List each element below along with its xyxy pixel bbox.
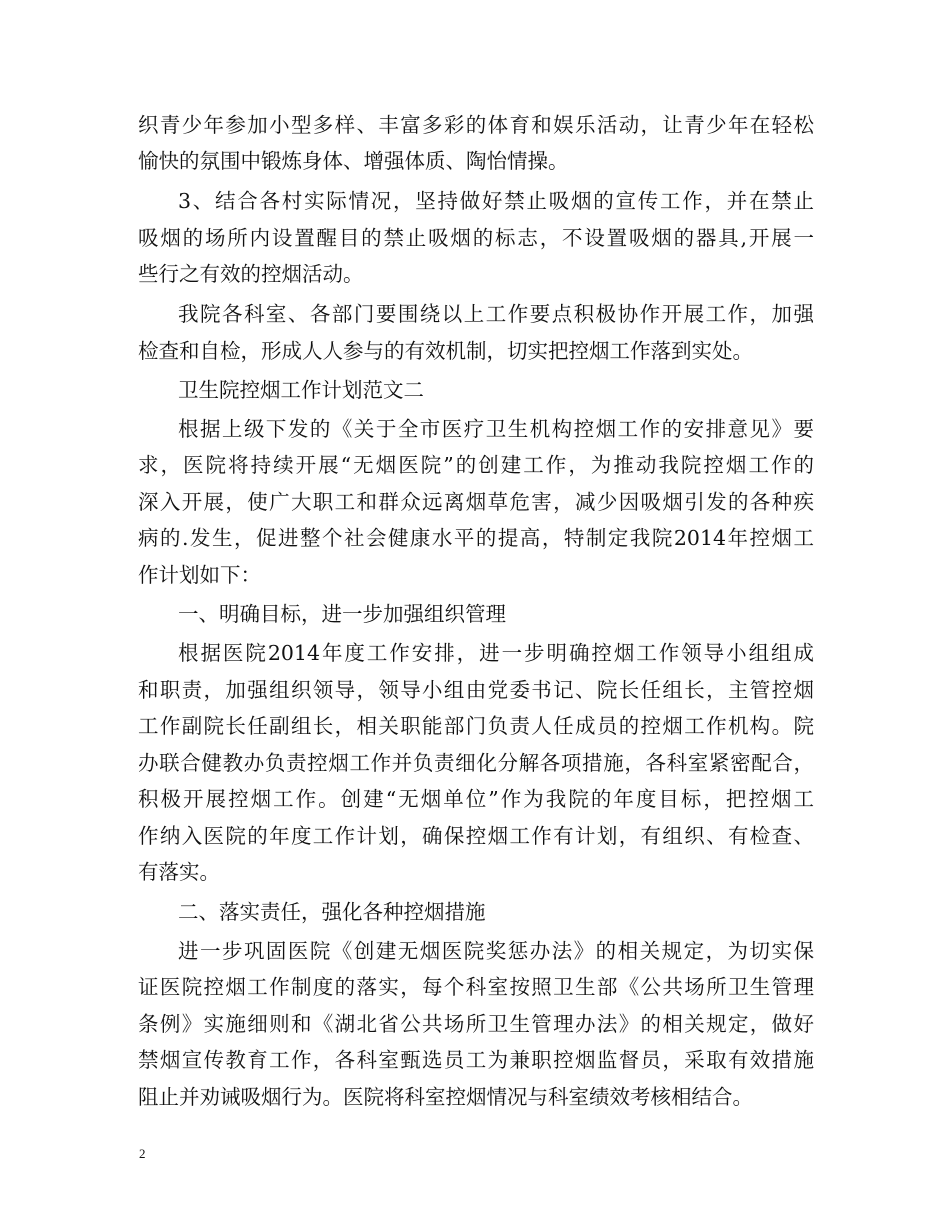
text-line: 我院各科室、各部门要围绕以上工作要点积极协作开展工作，加强 (178, 302, 814, 326)
text-line: 条例》实施细则和《湖北省公共场所卫生管理办法》的相关规定，做好 (138, 1012, 814, 1036)
text-line: 求，医院将持续开展“无烟医院”的创建工作，为推动我院控烟工作的 (138, 453, 814, 477)
page-number: 2 (139, 1146, 146, 1161)
text-line: 根据上级下发的《关于全市医疗卫生机构控烟工作的安排意见》要 (178, 417, 814, 441)
text-line: 工作副院长任副组长，相关职能部门负责人任成员的控烟工作机构。院 (138, 714, 814, 738)
text-line: 禁烟宣传教育工作，各科室甄选员工为兼职控烟监督员，采取有效措施 (138, 1048, 814, 1072)
text-line: 作计划如下： (138, 563, 261, 587)
section-heading: 二、落实责任，强化各种控烟措施 (178, 900, 486, 924)
text-line: 根据医院2014年度工作安排，进一步明确控烟工作领导小组组成 (178, 641, 814, 665)
text-line: 进一步巩固医院《创建无烟医院奖惩办法》的相关规定，为切实保 (178, 939, 814, 963)
text-line: 积极开展控烟工作。创建“无烟单位”作为我院的年度目标，把控烟工 (138, 787, 814, 811)
text-line: 办联合健教办负责控烟工作并负责细化分解各项措施，各科室紧密配合， (138, 751, 814, 775)
text-line: 阻止并劝诫吸烟行为。医院将科室控烟情况与科室绩效考核相结合。 (138, 1085, 753, 1109)
text-line: 些行之有效的控烟活动。 (138, 262, 364, 286)
text-line: 病的.发生，促进整个社会健康水平的提高，特制定我院2014年控烟工 (138, 526, 814, 550)
section-heading: 卫生院控烟工作计划范文二 (178, 378, 424, 402)
text-line: 和职责，加强组织领导，领导小组由党委书记、院长任组长，主管控烟 (138, 678, 814, 702)
text-line: 3、结合各村实际情况，坚持做好禁止吸烟的宣传工作，并在禁止 (178, 189, 814, 213)
text-line: 证医院控烟工作制度的落实，每个科室按照卫生部《公共场所卫生管理 (138, 975, 814, 999)
text-line: 愉快的氛围中锻炼身体、增强体质、陶怡情操。 (138, 149, 569, 173)
text-line: 深入开展，使广大职工和群众远离烟草危害，减少因吸烟引发的各种疾 (138, 490, 814, 514)
text-line: 检查和自检，形成人人参与的有效机制，切实把控烟工作落到实处。 (138, 339, 753, 363)
text-line: 吸烟的场所内设置醒目的禁止吸烟的标志，不设置吸烟的器具,开展一 (138, 226, 814, 250)
text-line: 作纳入医院的年度工作计划，确保控烟工作有计划，有组织、有检查、 (138, 824, 814, 848)
text-line: 有落实。 (138, 860, 220, 884)
section-heading: 一、明确目标，进一步加强组织管理 (178, 602, 506, 626)
text-line: 织青少年参加小型多样、丰富多彩的体育和娱乐活动，让青少年在轻松 (138, 113, 814, 137)
